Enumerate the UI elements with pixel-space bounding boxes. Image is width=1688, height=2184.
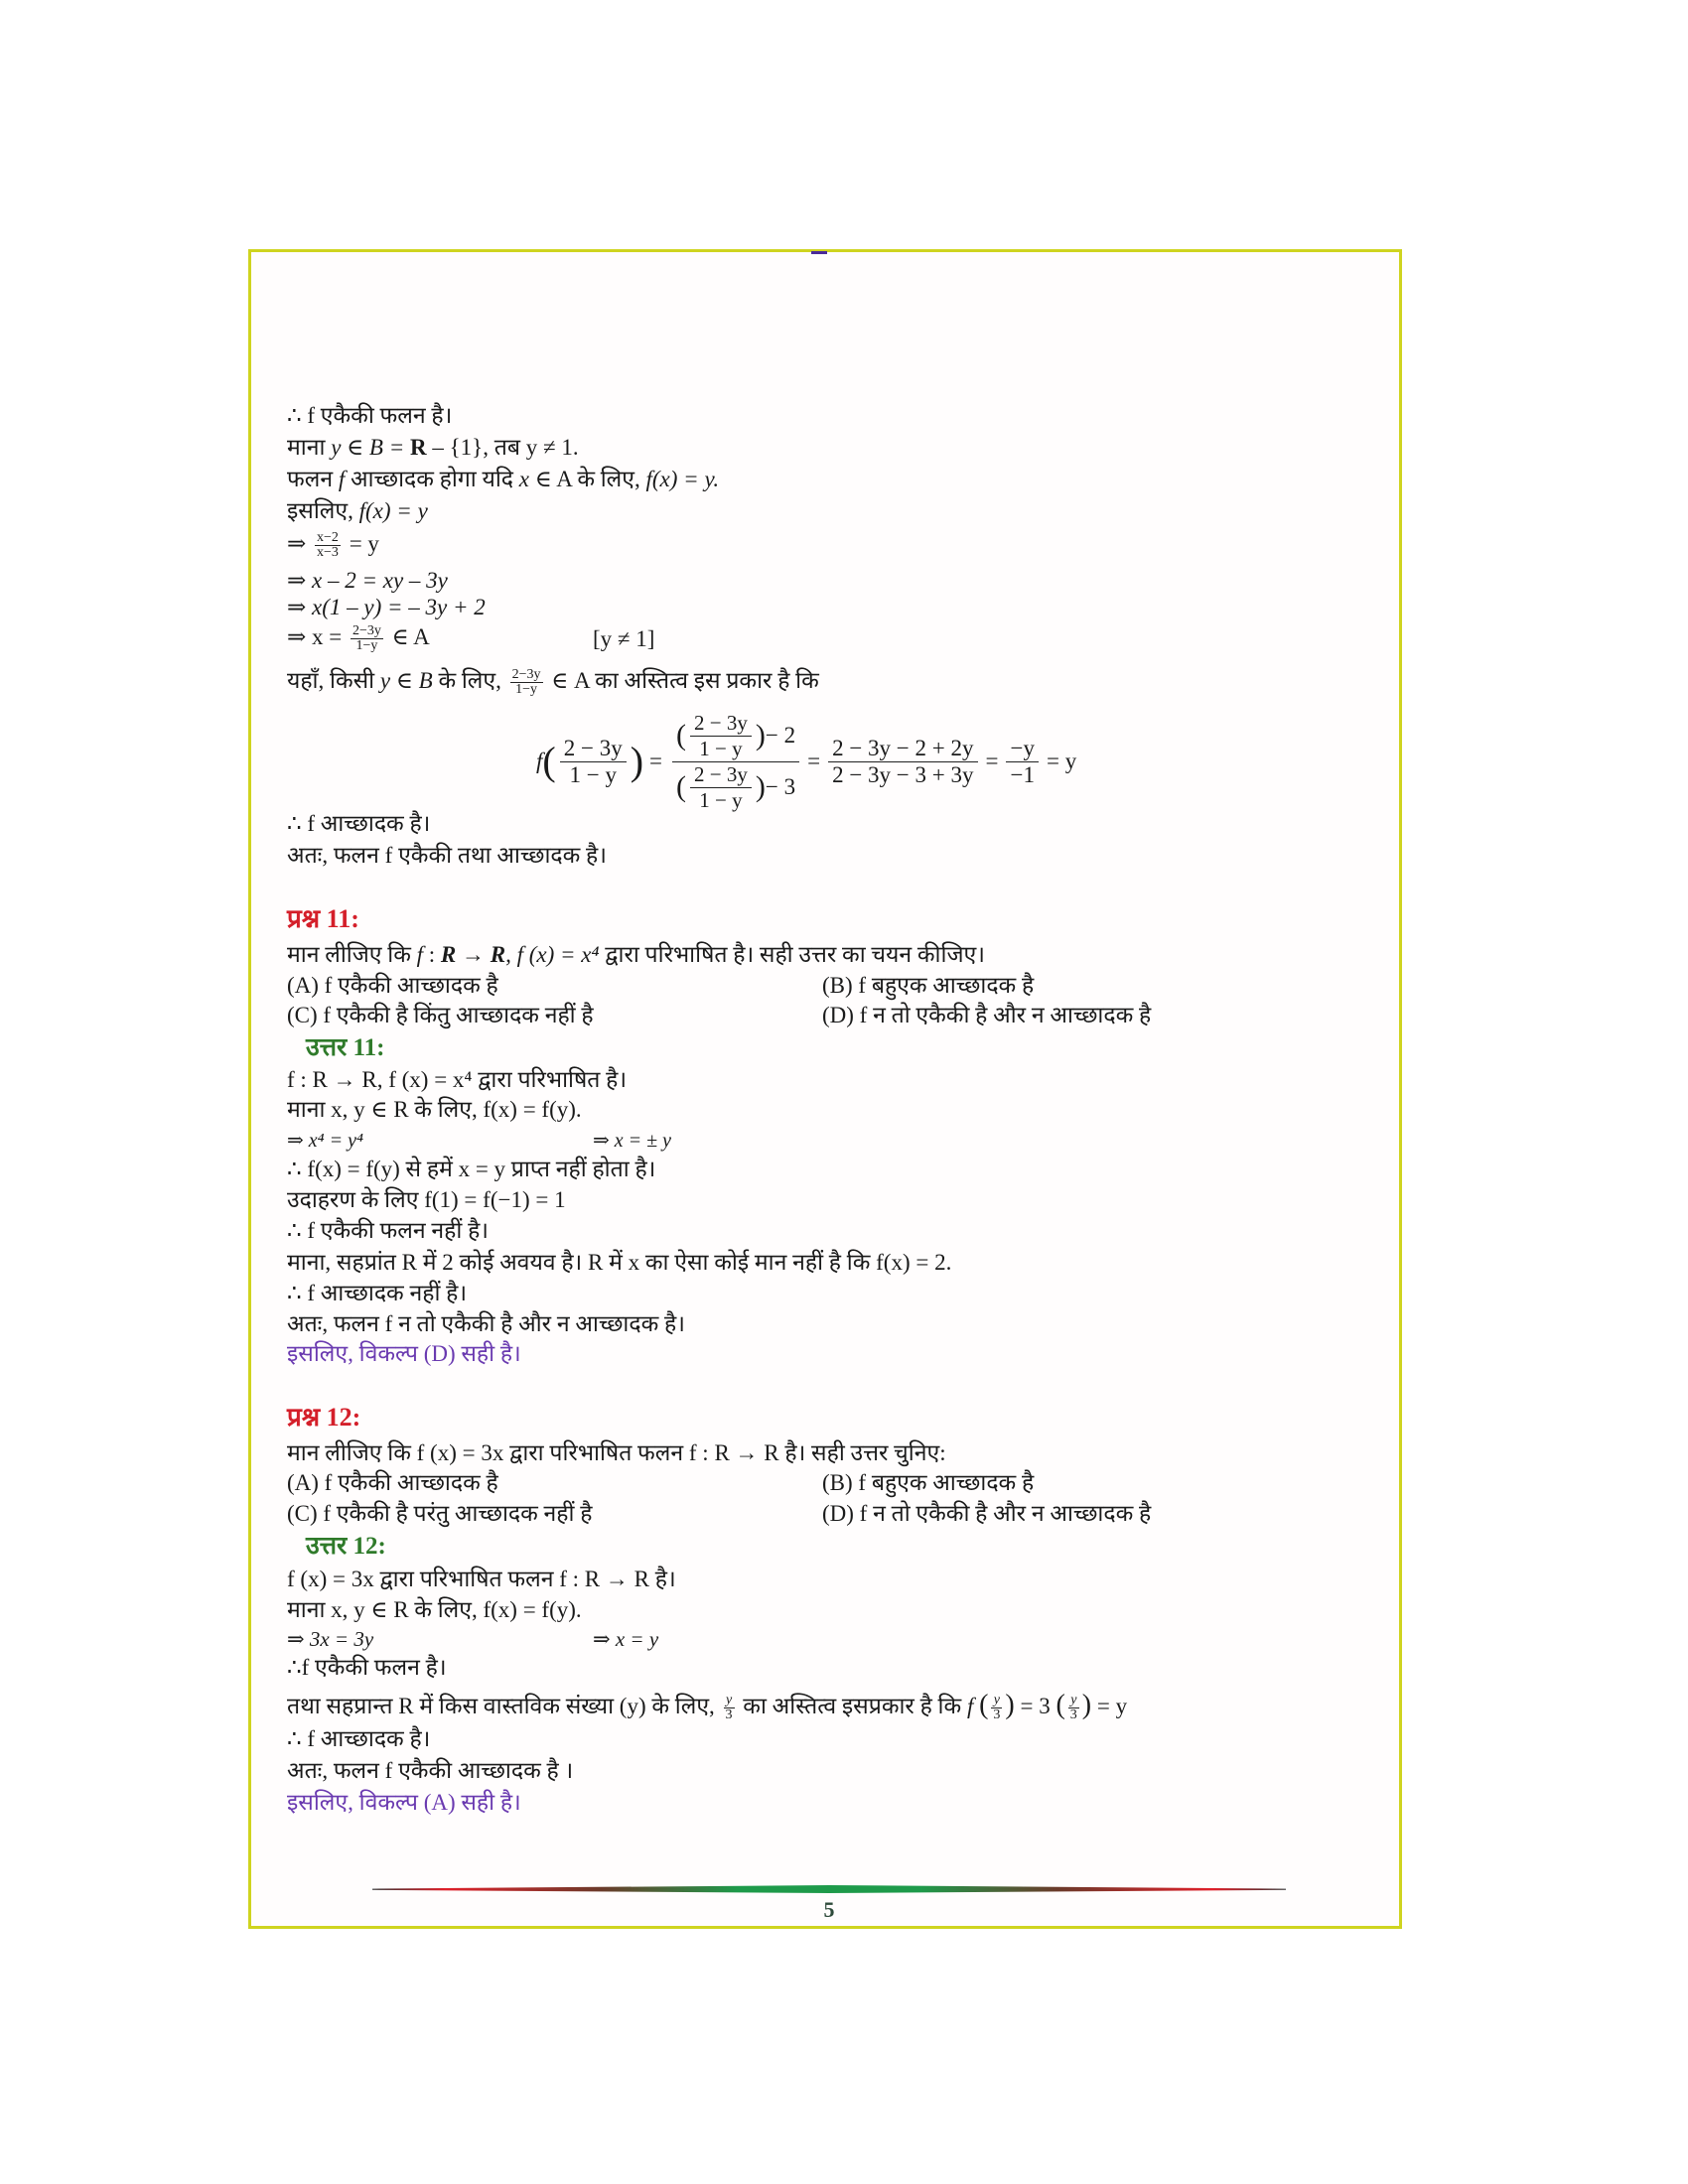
answer-line: उदाहरण के लिए f(1) = f(−1) = 1 <box>287 1187 566 1212</box>
text: – {1}, तब y ≠ 1. <box>426 435 579 460</box>
answer-line: अतः, फलन f न तो एकैकी है और न आच्छादक है। <box>287 1311 685 1336</box>
numerator <box>672 711 799 762</box>
text: ∈ A का अस्तित्व इस प्रकार है कि <box>551 668 819 693</box>
denominator <box>672 762 799 813</box>
text: = 3 <box>1020 1694 1051 1718</box>
answer-line: f : R → R, f (x) = x⁴ द्वारा परिभाषित है। <box>287 1067 628 1092</box>
fraction <box>510 668 543 697</box>
answer-line: ⇒ 3x = 3y <box>287 1627 374 1651</box>
denominator: 1−y <box>515 682 538 698</box>
text: का अस्तित्व इसप्रकार है कि <box>743 1694 967 1718</box>
numerator: 2 − 3y − 2 + 2y <box>828 736 977 762</box>
text-line <box>287 663 819 699</box>
answer-line <box>287 1686 1127 1725</box>
math: f <box>338 467 346 491</box>
math-bold: R <box>410 435 427 460</box>
math: f(x) = y. <box>645 467 720 491</box>
option-b: (B) f बहुएक आच्छादक है <box>822 1470 1035 1495</box>
numerator: 2 − 3y <box>690 762 752 788</box>
answer-line: ⇒ x = y <box>593 1627 659 1651</box>
paren-open: ( <box>1055 1690 1065 1720</box>
text: के लिए, <box>432 668 507 693</box>
top-decorative-mark <box>811 251 827 254</box>
text: माना <box>287 435 332 460</box>
answer-line: ∴ f(x) = f(y) से हमें x = y प्राप्त नहीं होता है। <box>287 1157 656 1181</box>
answer-line: ∴ f एकैकी फलन नहीं है। <box>287 1218 490 1243</box>
text: ∈ A के लिए, <box>528 467 646 491</box>
denominator: −1 <box>1010 761 1035 787</box>
text-line: अतः, फलन f एकैकी तथा आच्छादक है। <box>287 843 607 868</box>
numerator: −y <box>1006 736 1038 762</box>
implies-symbol: ⇒ <box>287 531 307 556</box>
equals: = <box>807 749 821 773</box>
denominator: 1−y <box>355 638 378 654</box>
text-line: ⇒ x(1 – y) = – 3y + 2 <box>287 595 486 619</box>
paren-open: ( <box>979 1690 989 1720</box>
answer-11-conclusion: इसलिए, विकल्प (D) सही है। <box>287 1341 521 1366</box>
fraction <box>351 624 383 653</box>
answer-line: माना x, y ∈ R के लिए, f(x) = f(y). <box>287 1097 582 1122</box>
math: f(x) = y <box>358 498 428 523</box>
denominator: 3 <box>993 1707 1001 1723</box>
fraction <box>1068 1694 1079 1722</box>
answer-line: ⇒ x = ± y <box>593 1130 671 1152</box>
numerator: 2 − 3y <box>560 736 627 762</box>
text: मान लीजिए कि <box>287 942 417 967</box>
paren-close: ) <box>1005 1690 1015 1720</box>
text-line: ⇒ x – 2 = xy – 3y <box>287 568 448 593</box>
option-c: (C) f एकैकी है किंतु आच्छादक नहीं है <box>287 1003 594 1027</box>
denominator: 3 <box>725 1707 733 1723</box>
text: ⇒ x = <box>287 624 343 649</box>
math: , f (x) = x⁴ <box>505 942 600 967</box>
fraction <box>690 711 752 761</box>
math: f <box>416 942 424 967</box>
answer-line: ∴f एकैकी फलन है। <box>287 1655 447 1680</box>
text: − 3 <box>765 774 796 799</box>
text: = y <box>349 531 379 556</box>
paren-close: ) <box>630 739 644 783</box>
numerator: 2−3y <box>511 667 541 683</box>
option-b: (B) f बहुएक आच्छादक है <box>822 973 1035 998</box>
answer-line: ∴ f आच्छादक है। <box>287 1726 431 1751</box>
text: = y <box>1046 749 1077 773</box>
answer-line: माना x, y ∈ R के लिए, f(x) = f(y). <box>287 1597 582 1622</box>
text: यहाँ, किसी <box>287 668 380 693</box>
equals: = <box>985 749 999 773</box>
text: ∈ A <box>391 624 430 649</box>
option-a: (A) f एकैकी आच्छादक है <box>287 1470 498 1495</box>
option-c: (C) f एकैकी है परंतु आच्छादक नहीं है <box>287 1501 593 1526</box>
text: तथा सहप्रान्त R में किस वास्तविक संख्या (y) के लिए, <box>287 1694 721 1718</box>
paren-close: ) <box>755 719 766 751</box>
math-bold: R → R <box>440 942 506 967</box>
answer-line: f (x) = 3x द्वारा परिभाषित फलन f : R → R है। <box>287 1567 676 1591</box>
fraction <box>690 762 752 813</box>
answer-line: ⇒ x⁴ = y⁴ <box>287 1130 363 1152</box>
question-11-heading: प्रश्न 11: <box>287 904 359 933</box>
text: = y <box>1096 1694 1128 1718</box>
numerator: x−2 <box>317 530 339 546</box>
text-line <box>287 434 579 462</box>
fraction <box>560 736 627 788</box>
fraction <box>828 736 977 788</box>
fraction <box>724 1694 735 1722</box>
numerator: y <box>991 1694 1002 1708</box>
text-line <box>287 619 430 655</box>
function-symbol: f <box>536 749 543 773</box>
option-a: (A) f एकैकी आच्छादक है <box>287 973 498 998</box>
condition-note: [y ≠ 1] <box>593 626 655 651</box>
text: आच्छादक होगा यदि <box>345 467 519 491</box>
numerator: y <box>724 1694 735 1708</box>
equals: = <box>649 749 663 773</box>
question-11-text <box>287 941 985 969</box>
display-equation <box>536 707 1076 816</box>
numerator: y <box>1068 1694 1079 1708</box>
paren-open: ( <box>676 719 687 751</box>
text: − 2 <box>765 723 796 748</box>
denominator: 1 − y <box>569 761 617 787</box>
text-line <box>287 526 379 562</box>
denominator: 1 − y <box>699 787 743 812</box>
denominator: x−3 <box>317 545 339 561</box>
answer-line: ∴ f आच्छादक नहीं है। <box>287 1281 468 1305</box>
answer-line: माना, सहप्रांत R में 2 कोई अवयव है। R में x का ऐसा कोई मान नहीं है कि f(x) = 2. <box>287 1250 952 1275</box>
text-line: ∴ f एकैकी फलन है। <box>287 403 453 428</box>
answer-line: अतः, फलन f एकैकी आच्छादक है । <box>287 1758 574 1783</box>
denominator: 3 <box>1069 1707 1077 1723</box>
denominator: 2 − 3y − 3 + 3y <box>832 761 974 787</box>
numerator: 2 − 3y <box>690 711 752 737</box>
page-number: 5 <box>823 1897 835 1922</box>
answer-12-heading: उत्तर 12: <box>306 1533 386 1560</box>
question-12-text: मान लीजिए कि f (x) = 3x द्वारा परिभाषित फलन f : R → R है। सही उत्तर चुनिए: <box>287 1440 946 1465</box>
answer-12-conclusion: इसलिए, विकल्प (A) सही है। <box>287 1790 521 1815</box>
text: फलन <box>287 467 339 491</box>
paren-open: ( <box>676 770 687 803</box>
paren-close: ) <box>1081 1690 1092 1720</box>
text-line <box>287 497 428 525</box>
text: इसलिए, <box>287 498 359 523</box>
math: x <box>518 467 529 491</box>
option-d: (D) f न तो एकैकी है और न आच्छादक है <box>822 1501 1152 1526</box>
option-d: (D) f न तो एकैकी है और न आच्छादक है <box>822 1003 1152 1027</box>
math: y ∈ B <box>379 668 433 693</box>
question-12-heading: प्रश्न 12: <box>287 1403 361 1432</box>
text: द्वारा परिभाषित है। सही उत्तर का चयन कीजिए। <box>599 942 985 967</box>
paren-close: ) <box>755 770 766 803</box>
answer-11-heading: उत्तर 11: <box>306 1034 385 1061</box>
denominator: 1 − y <box>699 736 743 760</box>
math: y ∈ B = <box>331 435 410 460</box>
text: : <box>423 942 441 967</box>
fraction <box>315 531 341 560</box>
fraction <box>1006 736 1038 788</box>
numerator: 2−3y <box>352 623 381 639</box>
compound-fraction <box>672 711 799 813</box>
text-line <box>287 466 719 493</box>
text-line: ∴ f आच्छादक है। <box>287 811 431 836</box>
fraction <box>991 1694 1002 1722</box>
function-symbol: f <box>966 1694 974 1718</box>
paren-open: ( <box>542 739 556 783</box>
